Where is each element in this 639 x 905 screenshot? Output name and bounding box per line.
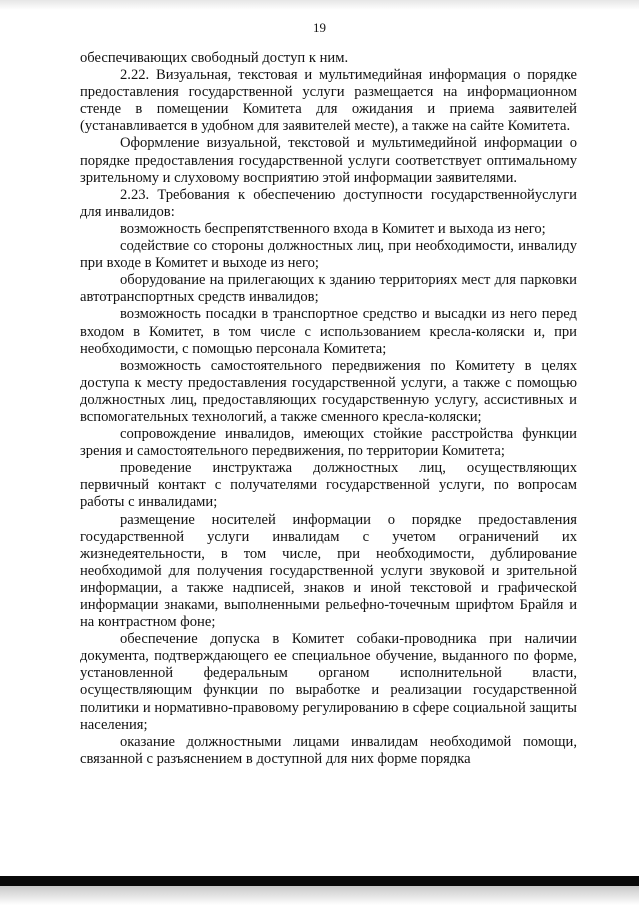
list-item: содействие со стороны должностных лиц, при необходимости, инвалиду при входе в Комитет и выходе из него;: [80, 238, 577, 272]
list-item: возможность посадки в транспортное средство и высадки из него перед входом в Комитет, в том числе с использованием кресла-коляски и, при необходимости, с помощью персонала Комитета;: [80, 306, 577, 357]
list-item: сопровождение инвалидов, имеющих стойкие расстройства функции зрения и самостоятельного передвижения, по территории Комитета;: [80, 426, 577, 460]
list-item: оборудование на прилегающих к зданию территориях мест для парковки автотранспортных средств инвалидов;: [80, 272, 577, 306]
paragraph-2-22: 2.22. Визуальная, текстовая и мультимедийная информация о порядке предоставления государственной услуги размещается на информационном стенде в помещении Комитета для ожидания и приема заявителей (устанавливается в удобном для заявителей месте), а также на сайте Комитета.: [80, 67, 577, 135]
list-item: проведение инструктажа должностных лиц, осуществляющих первичный контакт с получателями государственной услуги, по вопросам работы с инвалидами;: [80, 460, 577, 511]
paragraph-continuation: обеспечивающих свободный доступ к ним.: [80, 50, 349, 66]
document-body: [80, 50, 577, 768]
page-number: 19: [313, 20, 326, 35]
paragraph-design: Оформление визуальной, текстовой и мультимедийной информации о порядке предоставления государственной услуги соответствует оптимальному зрительному и слуховому восприятию этой информации заявителями.: [80, 135, 577, 186]
list-item: оказание должностными лицами инвалидам необходимой помощи, связанной с разъяснением в доступной для них форме порядка: [80, 733, 577, 767]
scan-bottom-edge: [0, 876, 639, 886]
paragraph-2-23: 2.23. Требования к обеспечению доступности государственнойуслуги для инвалидов:: [80, 186, 577, 220]
scan-bottom-shadow: [0, 886, 639, 905]
list-item: размещение носителей информации о порядке предоставления государственной услуги инвалидам с учетом ограничений их жизнедеятельности, в том числе, при необходимости, дублирование необходимой для получения государственной услуги звуковой и зрительной информации, а также надписей, знаков и иной текстовой и графической информации знаками, выполненными рельефно-точечным шрифтом Брайля и на контрастном фоне;: [80, 511, 577, 631]
list-item: обеспечение допуска в Комитет собаки-проводника при наличии документа, подтверждающего ее специальное обучение, выданного по форме, установленной федеральным органом исполнительной власти, осуществляющим функции по выработке и реализации государственной политики и нормативно-правовому регулированию в сфере социальной защиты населения;: [80, 631, 577, 733]
list-item: возможность беспрепятственного входа в Комитет и выхода из него;: [120, 220, 546, 237]
list-item: возможность самостоятельного передвижения по Комитету в целях доступа к месту предоставления государственной услуги, а также с помощью должностных лиц, предоставляющих государственную услугу, ассистивных и вспомогательных технологий, а также сменного кресла-коляски;: [80, 357, 577, 425]
scan-top-edge: [0, 0, 639, 10]
